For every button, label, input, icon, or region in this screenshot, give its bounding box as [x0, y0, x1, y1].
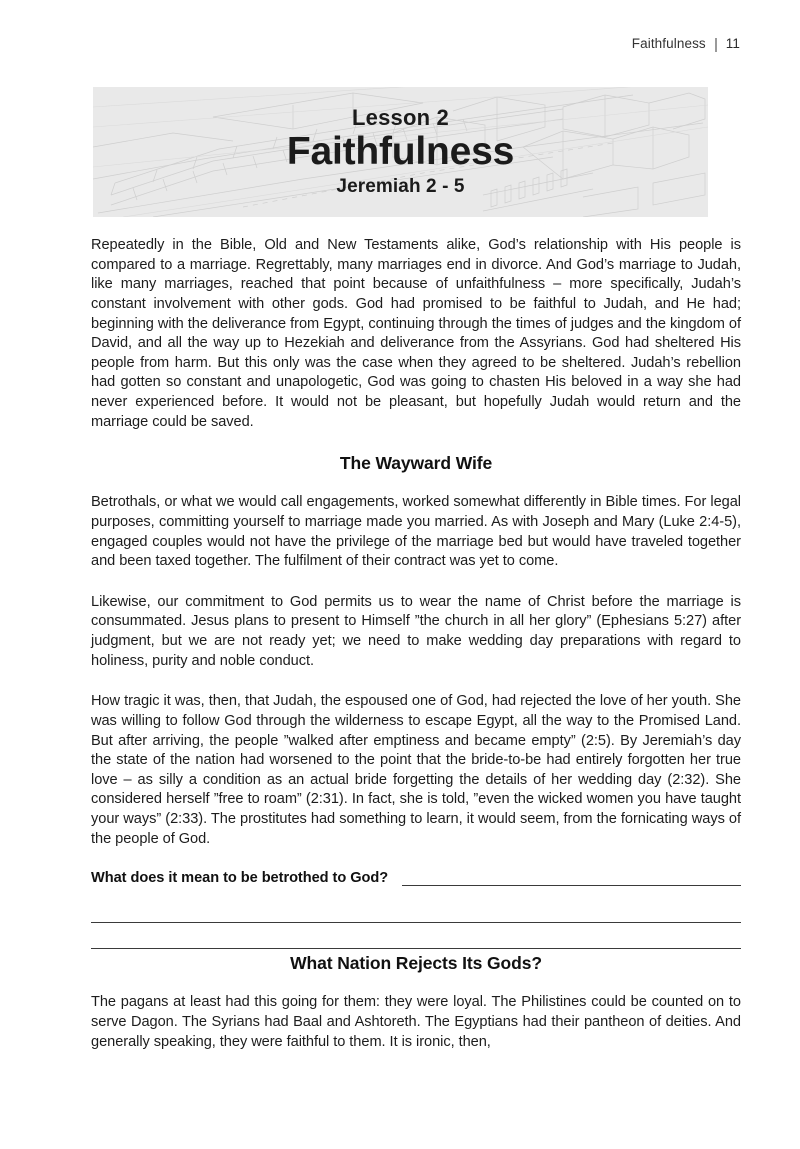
answer-line-3[interactable]	[91, 923, 741, 949]
section-two-paragraph-1: The pagans at least had this going for them: they were loyal. The Philistines could be counted on to serve Dagon. The Syrians had Baal and Ashtoreth. The Egyptians had their pantheon of deities. And generally speaking, they were faithful to them. It is ironic, then,	[91, 994, 741, 1050]
running-header	[632, 36, 740, 51]
section-one-paragraph-3: How tragic it was, then, that Judah, the espoused one of God, had rejected the love of her youth. She was willing to follow God through the wilderness to escape Egypt, all the way to the Promised Land. But after arriving, the people ”walked after emptiness and became empty” (2:5). By Jeremiah’s day the state of the nation had worsened to the point that the bride-to-be had entirely forgotten her true love – as silly a condition as an actual bride forgetting the details of her wedding day (2:32). She considered herself ”free to roam” (2:31). In fact, she is told, ”even the wicked women you have taught your ways” (2:33). The prostitutes had something to learn, it would seem, from the fornicating ways of the people of God.	[91, 693, 741, 847]
section-one-paragraph-2: Likewise, our commitment to God permits us to wear the name of Christ before the marriage is consummated. Jesus plans to present to Himself ”the church in all her glory” (Ephesians 5:27) after judgment, but we are not ready yet; we need to make wedding day preparations with regard to holiness, purity and noble conduct.	[91, 593, 741, 669]
question-prompt: What does it mean to be betrothed to God?	[91, 870, 389, 887]
answer-line-1[interactable]	[402, 870, 741, 886]
page-content	[91, 236, 741, 1052]
intro-paragraph: Repeatedly in the Bible, Old and New Testaments alike, God’s relationship with His people is compared to a marriage. Regrettably, many marriages end in divorce. And God’s marriage to Judah, like many marriages, reached that point because of unfaithfulness – more specifically, Judah’s constant involvement with other gods. God had promised to be faithful to Judah, and He had; beginning with the deliverance from Egypt, continuing through the times of judges and the kingdom of David, and all the way up to Hezekiah and deliverance from the Assyrians. God had sheltered His people from harm. But this only was the case when they agreed to be sheltered. Judah’s rebellion had gotten so constant and unapologetic, God was going to chasten His beloved in a way she had never experienced before. It would not be pleasant, but hopefully Judah would return and the marriage could be saved.	[91, 237, 741, 430]
page-number: 11	[725, 36, 740, 51]
header-separator	[715, 38, 717, 52]
lesson-scripture-reference: Jeremiah 2 - 5	[336, 175, 465, 197]
section-one-paragraph-1: Betrothals, or what we would call engagements, worked somewhat differently in Bible times. For legal purposes, committing yourself to marriage made you married. As with Joseph and Mary (Luke 2:4-5), engaged couples would not have the privilege of the marriage bed but would have traveled together and been taxed together. The fulfilment of their contract was yet to come.	[91, 494, 741, 570]
section-heading-wayward-wife: The Wayward Wife	[339, 453, 493, 474]
question-row	[91, 870, 741, 886]
lesson-title: Faithfulness	[286, 130, 515, 174]
lesson-label: Lesson 2	[352, 105, 449, 131]
banner-text-group	[93, 87, 708, 217]
lesson-banner	[93, 87, 708, 217]
question-block	[91, 870, 741, 949]
section-heading-what-nation-rejects-its-gods: What Nation Rejects Its Gods?	[290, 953, 542, 974]
header-section-title: Faithfulness	[631, 36, 706, 51]
answer-line-2[interactable]	[91, 897, 741, 923]
